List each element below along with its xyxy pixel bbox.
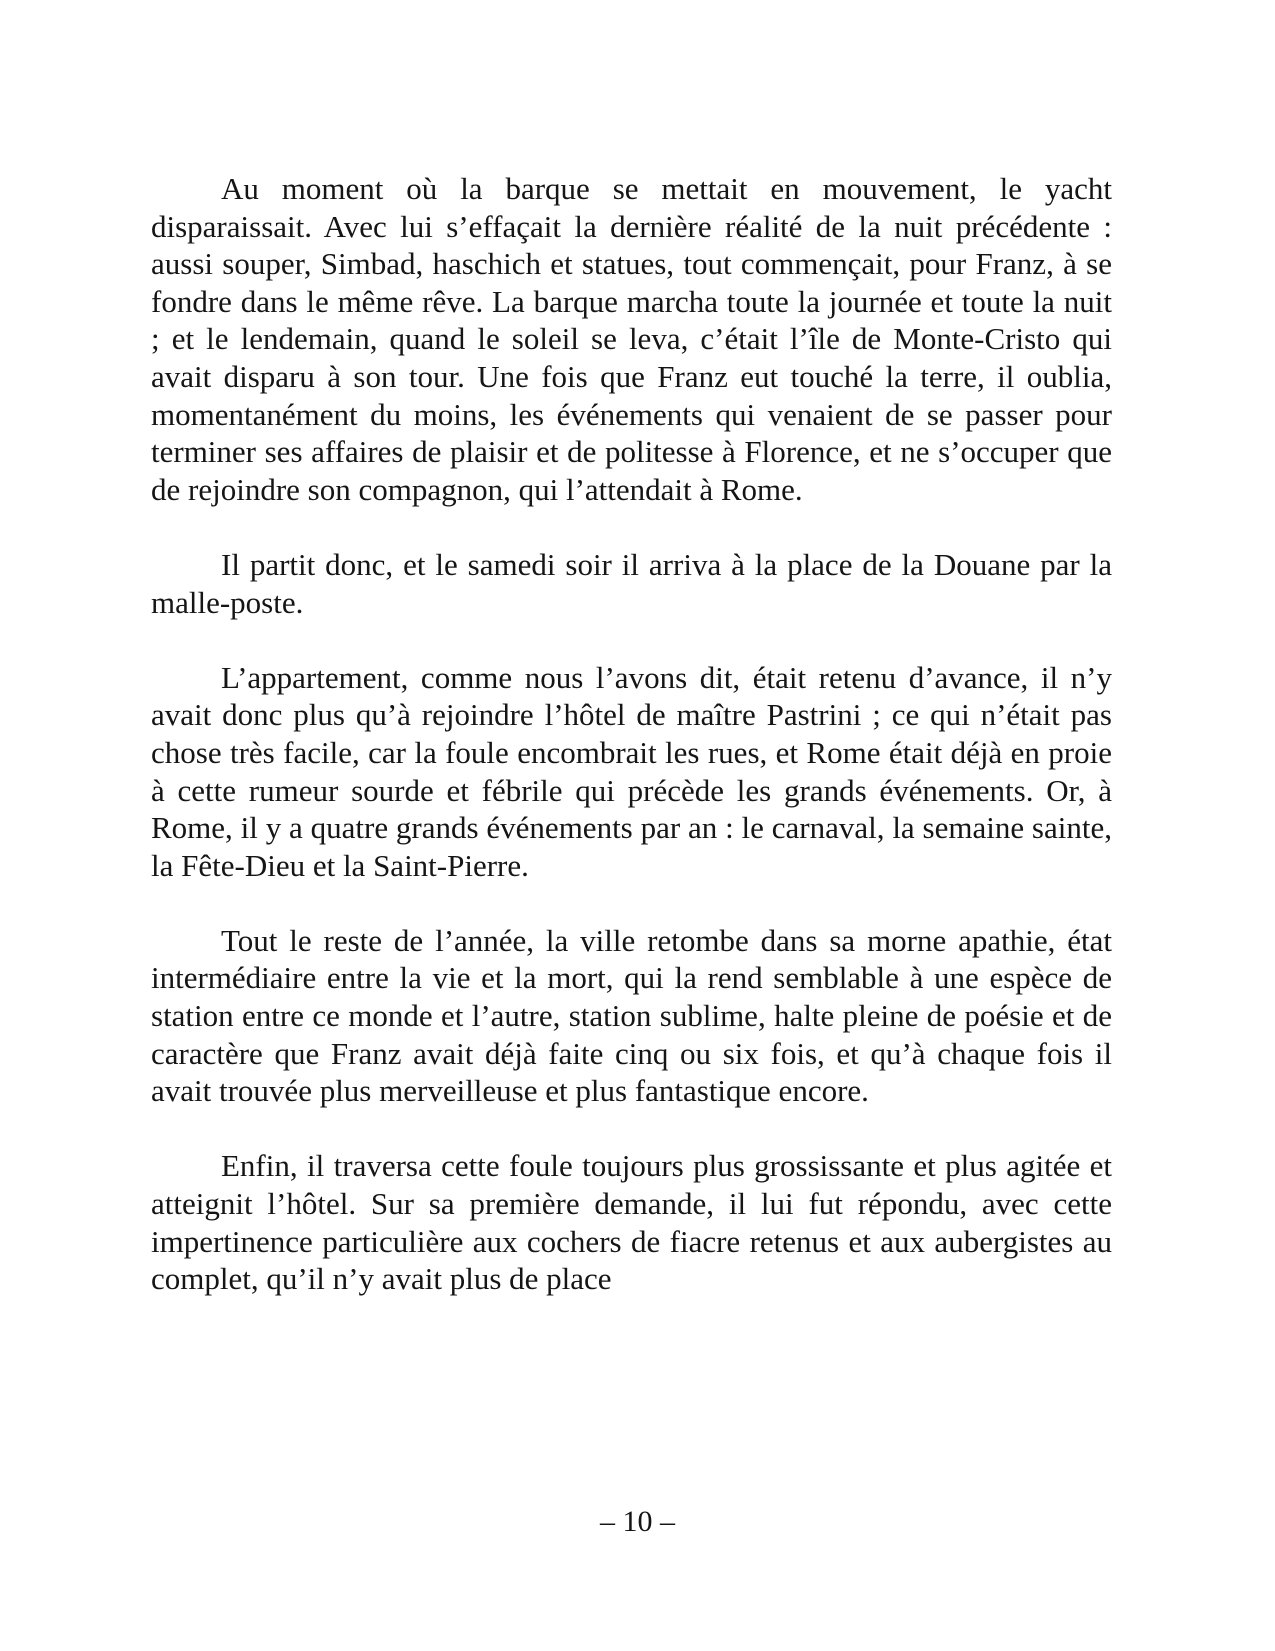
page-body — [151, 170, 1112, 1298]
paragraph-3: L’appartement, comme nous l’avons dit, était retenu d’avance, il n’y avait donc plus qu’à rejoindre l’hôtel de maître Pastrini ; ce qui n’était pas chose très facile, car la foule encombrait les rues, et Rome était déjà en proie à cette rumeur sourde et fébrile qui précède les grands événements. Or, à Rome, il y a quatre grands événements par an : le carnaval, la semaine sainte, la Fête-Dieu et la Saint-Pierre. — [151, 659, 1112, 883]
paragraph-2: Il partit donc, et le samedi soir il arriva à la place de la Douane par la malle-poste. — [151, 546, 1112, 620]
paragraph-4: Tout le reste de l’année, la ville retombe dans sa morne apathie, état intermédiaire entre la vie et la mort, qui la rend semblable à une espèce de station entre ce monde et l’autre, station sublime, halte pleine de poésie et de caractère que Franz avait déjà faite cinq ou six fois, et qu’à chaque fois il avait trouvée plus merveilleuse et plus fantastique encore. — [151, 922, 1112, 1109]
paragraph-5: Enfin, il traversa cette foule toujours plus grossissante et plus agitée et atteignit l’hôtel. Sur sa première demande, il lui fut répondu, avec cette impertinence particulière aux cochers de fiacre retenus et aux aubergistes au complet, qu’il n’y avait plus de place — [151, 1148, 1112, 1297]
paragraph-1: Au moment où la barque se mettait en mouvement, le yacht disparaissait. Avec lui s’effaçait la dernière réalité de la nuit précédente : aussi souper, Simbad, haschich et statues, tout commençait, pour Franz, à se fondre dans le même rêve. La barque marcha toute la journée et toute la nuit ; et le lendemain, quand le soleil se leva, c’était l’île de Monte-Cristo qui avait disparu à son tour. Une fois que Franz eut touché la terre, il oublia, momentanément du moins, les événements qui venaient de se passer pour terminer ses affaires de plaisir et de politesse à Florence, et ne s’occuper que de rejoindre son compagnon, qui l’attendait à Rome. — [151, 171, 1112, 507]
page-number: – 10 – — [600, 1505, 675, 1538]
